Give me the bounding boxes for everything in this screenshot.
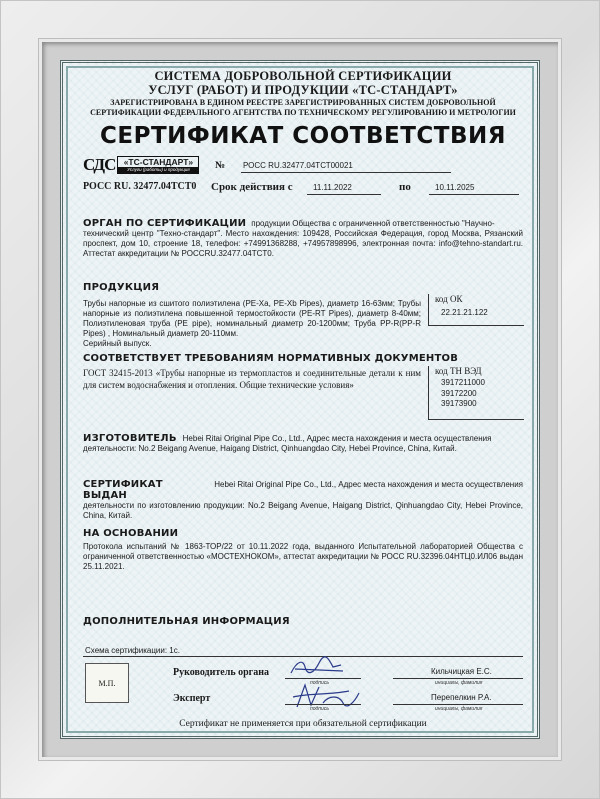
footer-note: Сертификат не применяется при обязательной сертификации [179,719,427,729]
registry-line-2: СЕРТИФИКАЦИИ ФЕДЕРАЛЬНОГО АГЕНТСТВА ПО ТЕХНИЧЕСКОМУ РЕГУЛИРОВАНИЮ И МЕТРОЛОГИИ [90,108,516,117]
okpd-code-value: 22.21.21.122 [441,308,488,317]
stamp-label: М.П. [98,678,116,688]
product-title: ПРОДУКЦИЯ [83,282,160,293]
logo-name: «ТС-СТАНДАРТ» [123,157,194,167]
issued-section [83,479,523,521]
number-underline [241,172,451,173]
expert-name: Перепелкин Р.А. [431,693,492,702]
certificate-title: СЕРТИФИКАТ СООТВЕТСТВИЯ [100,123,506,149]
tnved-code-header: код ТН ВЭД [435,366,482,376]
norms-title: СООТВЕТСТВУЕТ ТРЕБОВАНИЯМ НОРМАТИВНЫХ ДОКУМЕНТОВ [83,353,459,364]
product-serial: Серийный выпуск. [83,339,152,348]
certificate-number: РОСС RU.32477.04ТСТ00021 [243,161,353,170]
certification-scheme: Схема сертификации: 1с. [85,646,180,655]
ts-standard-logo [83,155,201,175]
head-label: Руководитель органа [173,667,269,678]
organ-text-first: продукции Общества с ограниченной ответственностью "Научно- [251,219,495,228]
number-label: № [215,160,226,171]
system-name: СИСТЕМА ДОБРОВОЛЬНОЙ СЕРТИФИКАЦИИ [154,69,452,83]
expert-sign-line [285,704,361,705]
issued-text: деятельности по изготовлению продукции: No.2 Beigang Avenue, Haigang District, Qinhuangdao City, Hebei Province, China, Китай. [83,501,523,520]
registry-line-1: ЗАРЕГИСТРИРОВАНА В ЕДИНОМ РЕЕСТРЕ ЗАРЕГИСТРИРОВАННЫХ СИСТЕМ ДОБРОВОЛЬНОЙ [110,98,496,107]
system-subtitle: УСЛУГ (РАБОТ) И ПРОДУКЦИИ «ТС-СТАНДАРТ» [148,83,458,97]
head-name-caption: инициалы, фамилия [435,680,483,686]
manufacturer-text: деятельности: No.2 Beigang Avenue, Haigang District, Qinhuangdao City, Hebei Province, China, Китай. [83,444,457,453]
basis-title: НА ОСНОВАНИИ [83,528,179,539]
logo-mark: СДС [83,155,116,174]
date-from-underline [307,194,381,195]
tnved-code-3: 39173900 [441,399,477,408]
head-sign-line [285,678,361,679]
organ-title: ОРГАН ПО СЕРТИФИКАЦИИ [83,218,247,229]
okpd-code-header: код ОК [435,294,463,304]
issued-title: СЕРТИФИКАТ ВЫДАН [83,479,163,501]
expert-name-line [393,704,523,705]
issued-text-first: Hebei Ritai Original Pipe Co., Ltd., Адрес места нахождения и места осуществления [214,480,523,489]
date-to-underline [429,194,519,195]
date-to-label: по [399,181,411,193]
manufacturer-section [83,433,523,454]
head-sign-caption: подпись [310,680,329,686]
manufacturer-title: ИЗГОТОВИТЕЛЬ [83,433,177,444]
organ-text: технический центр "Техно-стандарт". Место нахождения: 109428, Российская Федерация, город Москва, Рязанский проспект, дом 10, строение 18, телефон: +74991368288, +74957898996, электронная почта: info@tehno-standart.ru. Аттестат аккредитации № POCCRU.32477.04TCT0. [83,229,523,258]
logo-box [117,156,199,174]
certificate-paper [60,60,540,739]
basis-text: Протокола испытаний № 1863-ТОР/22 от 10.11.2022 года, выданного Испытательной лабораторией Общества с ограниченной ответственностью «МОСТЕХНОКОМ», аттестат аккредитации № РОСС RU.32396.04НТЦ0.ИЛ06 выдан 25.11.2021. [83,542,523,571]
head-name: Кильчицкая Е.С. [431,667,492,676]
tnved-code-box [428,366,524,420]
extra-title: ДОПОЛНИТЕЛЬНАЯ ИНФОРМАЦИЯ [83,616,290,627]
product-text: Трубы напорные из сшитого полиэтилена (PE-Xa, PE-Xb Pipes), диаметр 16-63мм; Трубы напорные из полиэтилена повышенной термостойкости (PE-RT Pipes), диаметр 8-40мм; Полиэтиленовая труба (PE pipe), номинальный диаметр 20-1200мм; Труба PP-R(PP-R Pipes) , Номинальный диаметр 20-110мм. [83,299,421,338]
tnved-code-1: 3917211000 [441,378,485,387]
system-reg-code: РОСС RU. 32477.04ТСТ0 [83,181,197,192]
expert-name-caption: инициалы, фамилия [435,706,483,712]
stamp-place [85,663,129,703]
tnved-code-2: 39172200 [441,388,477,398]
date-to: 10.11.2025 [435,183,475,192]
head-signature [285,655,355,679]
organ-section [83,218,523,259]
logo-subtitle: Услуги (работы) и продукция [118,167,198,173]
head-name-line [393,678,523,679]
norms-text: ГОСТ 32415-2013 «Трубы напорные из термопластов и соединительные детали к ним для систем водоснабжения и отопления. Общие технические условия» [83,368,421,390]
date-from: 11.11.2022 [313,183,352,192]
manufacturer-text-first: Hebei Ritai Original Pipe Co., Ltd., Адрес места нахождения и места осуществления [182,434,492,443]
validity-label: Срок действия с [211,181,293,193]
expert-label: Эксперт [173,693,211,704]
expert-sign-caption: подпись [310,706,329,712]
okpd-code-box [428,294,524,326]
